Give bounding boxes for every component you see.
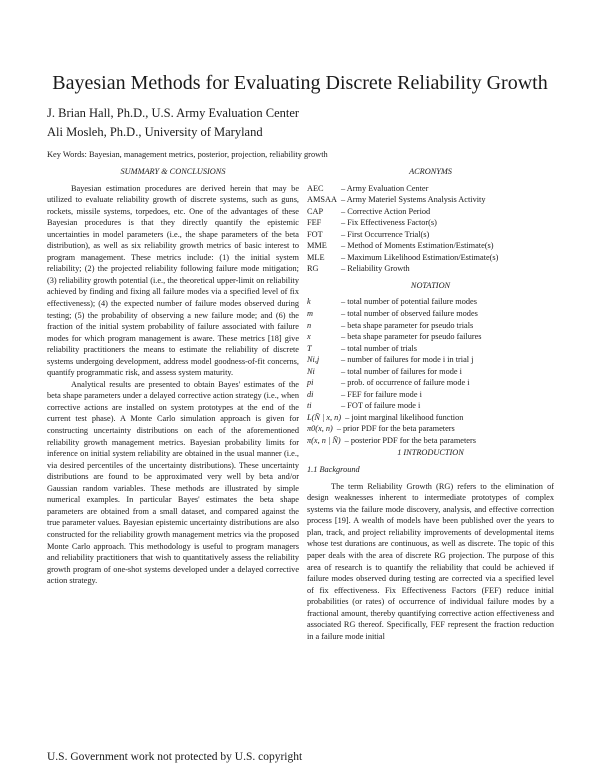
section-heading: 1 INTRODUCTION <box>397 447 464 457</box>
notation-def: – total number of trials <box>341 343 418 353</box>
notation-symbol: m <box>307 309 313 319</box>
notation-symbol: L(N̄ | x, n) <box>307 412 342 422</box>
acronym-row <box>307 229 554 241</box>
notation-row <box>307 331 554 343</box>
notation-symbol: pi <box>307 378 314 388</box>
paper-title: Bayesian Methods for Evaluating Discrete Reliability Growth <box>52 72 548 94</box>
notation-row <box>307 343 554 355</box>
acronym-abbr: CAP <box>307 206 324 216</box>
notation-symbol: π(x, n | N̄) <box>307 436 341 446</box>
section-heading: ACRONYMS <box>409 167 452 176</box>
right-column <box>307 166 554 642</box>
paragraph: Bayesian estimation procedures are derived herein that may be utilized to evaluate reliability growth of discrete systems, such as guns, rockets, missile systems, torpedoes, etc. One of the advantages of these Bayesian procedures is that they directly quantify the epistemic uncertainties in model parameters (i.e., the shape parameters of the beta distribution), as well as six reliability growth metrics of basic interest to program management. These metrics include: (1) the initial system reliability; (2) the projected reliability following failure mode mitigation; (3) reliability growth potential (i.e., the theoretical upper-limit on reliability achieved by finding and fixing all failure modes via a specified level of fix effectiveness); (4) the expected number of failure modes observed during testing; (5) the probability of observing a new failure mode; and (6) the fraction of the initial system probability of failure associated with failure modes for which program management is aware. These metrics [18] give reliability practitioners the means to estimate the reliability of discrete systems undergoing development, address model goodness-of-fit concerns, quantify programmatic risk, and assess system maturity. <box>47 183 299 378</box>
acronym-abbr: FOT <box>307 229 323 239</box>
acronym-def: – Fix Effectiveness Factor(s) <box>341 218 437 228</box>
notation-def: – total number of failures for mode i <box>341 366 462 376</box>
copyright-footer: U.S. Government work not protected by U.S. copyright <box>47 751 303 763</box>
acronym-abbr: MLE <box>307 252 325 262</box>
notation-row <box>307 435 554 447</box>
acronym-def: – Army Evaluation Center <box>341 183 429 193</box>
acronym-abbr: MME <box>307 241 327 251</box>
notation-symbol: ti <box>307 401 312 411</box>
acronym-list <box>307 183 554 275</box>
notation-row <box>307 389 554 401</box>
acronym-row <box>307 206 554 218</box>
notation-symbol: T <box>307 343 312 353</box>
notation-symbol: k <box>307 297 311 307</box>
notation-def: – posterior PDF for the beta parameters <box>344 436 476 446</box>
acronym-def: – Reliability Growth <box>341 264 410 274</box>
notation-row <box>307 320 554 332</box>
acronym-row <box>307 252 554 264</box>
paragraph: The term Reliability Growth (RG) refers to the elimination of design weaknesses inherent to intermediate prototypes of complex systems via the failure mode discovery, analysis, and effective correction process [19]. A wealth of models have been published over the years to plan, track, and project reliability improvements of developmental items whose test durations are continuous, as well as discrete. The topic of this paper deals with the area of discrete RG projection. The purpose of this area of research is to quantify the reliability that could be achieved if failure modes observed during testing are corrected via a specified level of fix effectiveness. Fix Effectiveness Factors (FEF) reduce initial probabilities (or rates) of occurrence of individual failure modes by a fractional amount, thereby quantifying corrective action effectiveness and associated RG thereof. Specifically, FEF represent the fraction reduction in a failure mode initial <box>307 481 554 641</box>
notation-row <box>307 377 554 389</box>
acronym-abbr: RG <box>307 264 319 274</box>
acronym-abbr: AMSAA <box>307 195 337 205</box>
notation-def: – joint marginal likelihood function <box>345 412 464 422</box>
author-line: J. Brian Hall, Ph.D., U.S. Army Evaluation Center <box>47 106 300 120</box>
acronym-def: – Corrective Action Period <box>341 206 431 216</box>
acronym-def: – First Occurrence Trial(s) <box>341 229 430 239</box>
notation-symbol: di <box>307 389 314 399</box>
notation-def: – total number of observed failure modes <box>341 309 478 319</box>
notation-row <box>307 412 554 424</box>
subsection-heading: 1.1 Background <box>307 465 360 475</box>
notation-def: – beta shape parameter for pseudo trials <box>341 320 474 330</box>
notation-symbol: π0(x, n) <box>307 424 333 434</box>
acronym-row <box>307 217 554 229</box>
acronym-abbr: FEF <box>307 218 322 228</box>
notation-def: – total number of potential failure modes <box>341 297 477 307</box>
notation-def: – beta shape parameter for pseudo failures <box>341 332 482 342</box>
notation-row <box>307 423 554 435</box>
notation-row <box>307 308 554 320</box>
author-line: Ali Mosleh, Ph.D., University of Maryland <box>47 125 263 139</box>
section-heading: SUMMARY & CONCLUSIONS <box>120 167 226 176</box>
notation-symbol: Ni,j <box>307 355 320 365</box>
notation-row <box>307 366 554 378</box>
acronym-def: – Method of Moments Estimation/Estimate(s) <box>341 241 494 251</box>
acronym-def: – Army Materiel Systems Analysis Activity <box>341 195 486 205</box>
notation-row <box>307 400 554 412</box>
notation-row <box>307 296 554 308</box>
notation-def: – prob. of occurrence of failure mode i <box>341 378 470 388</box>
keywords: Key Words: Bayesian, management metrics, posterior, projection, reliability growth <box>47 150 328 159</box>
acronym-row <box>307 183 554 195</box>
notation-list <box>307 296 554 446</box>
acronym-def: – Maximum Likelihood Estimation/Estimate(s) <box>341 252 499 262</box>
notation-def: – number of failures for mode i in trial j <box>341 355 474 365</box>
acronym-abbr: AEC <box>307 183 324 193</box>
notation-symbol: n <box>307 320 312 330</box>
section-heading: NOTATION <box>410 280 451 290</box>
acronym-row <box>307 263 554 275</box>
notation-symbol: Ni <box>307 366 315 376</box>
notation-def: – FEF for failure mode i <box>341 389 422 399</box>
notation-def: – FOT of failure mode i <box>341 401 421 411</box>
paragraph: Analytical results are presented to obtain Bayes' estimates of the beta shape parameters under a delayed corrective action strategy (i.e., when corrective actions are installed on system prototypes at the end of the current test phase). A Monte Carlo simulation approach is given for constructing uncertainty distributions on each of the aforementioned reliability growth management metrics. Bayesian probability limits for inference on initial system reliability are obtained in the usual manner (i.e., via desired percentiles of the uncertainty distributions). These uncertainty distributions are found to be approximated very well by beta and/or Gaussian random variables. These methods are illustrated by simple numerical examples. In particular Bayes' estimates the beta shape parameters are obtained from a small dataset, and compared against the true parameter values. Bayesian epistemic uncertainty distributions are also constructed for the reliability growth management metrics via the proposed Monte Carlo approach. This methodology is useful to program managers and reliability practitioners that wish to quantitatively assess the reliability growth program of one-shot systems developed under a delayed corrective action strategy. <box>47 379 299 586</box>
notation-row <box>307 354 554 366</box>
left-column <box>47 166 299 587</box>
notation-def: – prior PDF for the beta parameters <box>336 424 455 434</box>
acronym-row <box>307 194 554 206</box>
acronym-row <box>307 240 554 252</box>
notation-symbol: x <box>307 332 311 342</box>
